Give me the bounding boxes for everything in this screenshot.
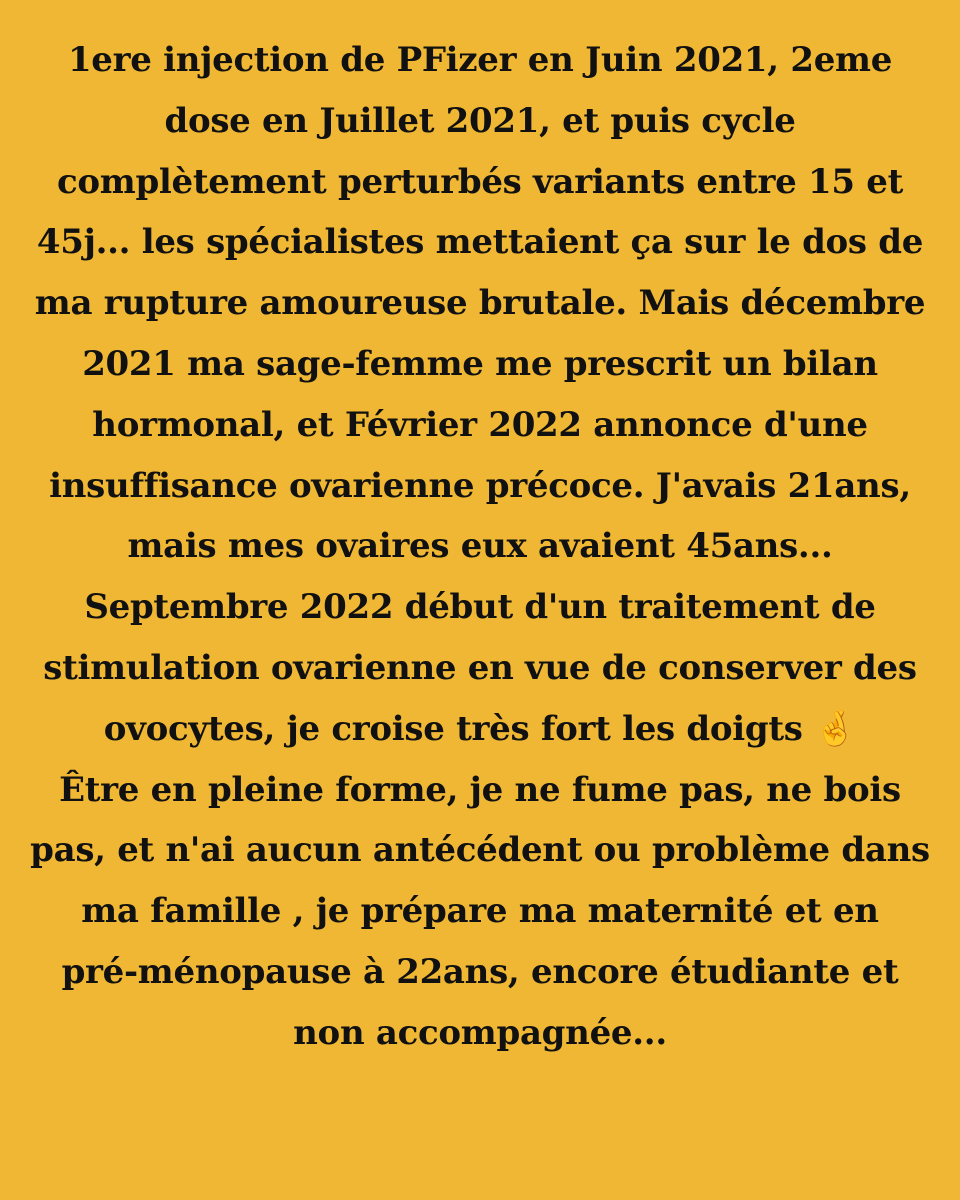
text-line: non accompagnée... — [293, 1012, 667, 1053]
text-line: 1ere injection de PFizer en Juin 2021, 2eme — [67, 40, 893, 80]
testimony-text — [0, 30, 960, 1064]
text-line: Être en pleine forme, je ne fume pas, ne bois — [59, 769, 901, 810]
text-line: ovocytes, je croise très fort les doigts 🤞 — [103, 708, 857, 749]
text-line: complètement perturbés variants entre 15 et — [57, 161, 903, 202]
text-line: ma famille , je prépare ma maternité et en — [81, 891, 879, 932]
text-line: insuffisance ovarienne précoce. J'avais 21ans, — [49, 465, 911, 506]
text-line: Septembre 2022 début d'un traitement de — [84, 587, 876, 628]
text-line: 2021 ma sage-femme me prescrit un bilan — [82, 343, 878, 384]
text-line: ma rupture amoureuse brutale. Mais décembre — [34, 283, 926, 324]
text-line: stimulation ovarienne en vue de conserver des — [43, 647, 917, 688]
text-line: 45j... les spécialistes mettaient ça sur le dos de — [36, 222, 924, 263]
text-line: pré-ménopause à 22ans, encore étudiante et — [61, 951, 899, 992]
text-line: mais mes ovaires eux avaient 45ans... — [127, 526, 833, 567]
text-line: dose en Juillet 2021, et puis cycle — [164, 100, 796, 141]
text-line: hormonal, et Février 2022 annonce d'une — [92, 404, 868, 445]
text-line: pas, et n'ai aucun antécédent ou problème dans — [30, 830, 930, 871]
